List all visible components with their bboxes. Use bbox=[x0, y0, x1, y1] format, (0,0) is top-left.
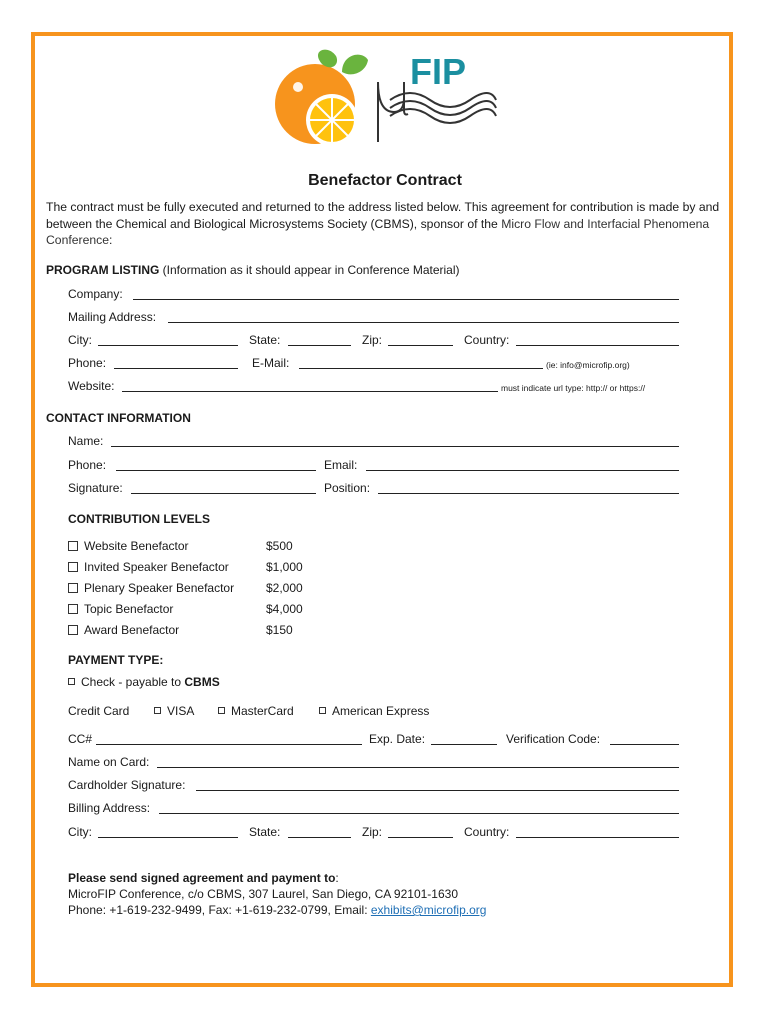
city-field[interactable] bbox=[98, 345, 238, 346]
amex-option[interactable]: American Express bbox=[319, 704, 429, 718]
level-amount: $4,000 bbox=[266, 602, 303, 616]
exp-date-label: Exp. Date: bbox=[369, 732, 426, 746]
billing-state-label: State: bbox=[249, 825, 281, 839]
cc-number-field[interactable] bbox=[96, 744, 362, 745]
verification-code-field[interactable] bbox=[610, 744, 679, 745]
level-option[interactable]: Topic Benefactor bbox=[68, 602, 173, 616]
cardholder-signature-label: Cardholder Signature: bbox=[68, 778, 186, 792]
credit-card-label: Credit Card bbox=[68, 704, 130, 718]
contact-phone-label: Phone: bbox=[68, 458, 107, 472]
billing-address-label: Billing Address: bbox=[68, 801, 151, 815]
mailing-address-field[interactable] bbox=[168, 322, 679, 323]
contact-heading: CONTACT INFORMATION bbox=[46, 411, 191, 425]
zip-field[interactable] bbox=[388, 345, 453, 346]
position-label: Position: bbox=[324, 481, 371, 495]
position-field[interactable] bbox=[378, 493, 679, 494]
billing-state-field[interactable] bbox=[288, 837, 351, 838]
email-field[interactable] bbox=[299, 368, 543, 369]
level-option[interactable]: Award Benefactor bbox=[68, 623, 179, 637]
checkbox-icon[interactable] bbox=[319, 707, 326, 714]
send-instructions: Please send signed agreement and payment to: bbox=[68, 871, 339, 885]
cardholder-signature-field[interactable] bbox=[196, 790, 679, 791]
signature-label: Signature: bbox=[68, 481, 123, 495]
website-field[interactable] bbox=[122, 391, 498, 392]
email-label: E-Mail: bbox=[252, 356, 290, 370]
verification-code-label: Verification Code: bbox=[506, 732, 601, 746]
email-note: (ie: info@microfip.org) bbox=[546, 360, 630, 370]
visa-option[interactable]: VISA bbox=[154, 704, 194, 718]
signature-field[interactable] bbox=[131, 493, 316, 494]
checkbox-icon[interactable] bbox=[218, 707, 225, 714]
exp-date-field[interactable] bbox=[431, 744, 497, 745]
contact-name-label: Name: bbox=[68, 434, 104, 448]
state-field[interactable] bbox=[288, 345, 351, 346]
microfip-logo bbox=[270, 42, 500, 152]
billing-country-label: Country: bbox=[464, 825, 510, 839]
contact-phone-field[interactable] bbox=[116, 470, 316, 471]
company-field[interactable] bbox=[133, 299, 679, 300]
level-amount: $1,000 bbox=[266, 560, 303, 574]
contribution-levels-heading: CONTRIBUTION LEVELS bbox=[68, 512, 211, 526]
billing-country-field[interactable] bbox=[516, 837, 679, 838]
name-on-card-field[interactable] bbox=[157, 767, 679, 768]
mu-symbol bbox=[378, 82, 408, 142]
billing-zip-label: Zip: bbox=[362, 825, 383, 839]
city-label: City: bbox=[68, 333, 92, 347]
checkbox-icon[interactable] bbox=[68, 678, 75, 685]
billing-city-label: City: bbox=[68, 825, 92, 839]
contact-name-field[interactable] bbox=[111, 446, 679, 447]
payment-type-heading: PAYMENT TYPE: bbox=[68, 653, 164, 667]
checkbox-icon[interactable] bbox=[68, 583, 78, 593]
intro-paragraph: The contract must be fully executed and returned to the address listed below. This agreement for contribution is made by and between the Chemical and Biological Microsystems Society (CBMS), sponsor of the Micro Flow and Interfacial Phenomena Conference: bbox=[46, 200, 720, 247]
contact-email-field[interactable] bbox=[366, 470, 679, 471]
contact-line: Phone: +1-619-232-9499, Fax: +1-619-232-0799, Email: exhibits@microfip.org bbox=[68, 903, 487, 917]
zip-label: Zip: bbox=[362, 333, 383, 347]
country-field[interactable] bbox=[516, 345, 679, 346]
checkbox-icon[interactable] bbox=[68, 541, 78, 551]
checkbox-icon[interactable] bbox=[154, 707, 161, 714]
mailing-address: MicroFIP Conference, c/o CBMS, 307 Laurel, San Diego, CA 92101-1630 bbox=[68, 887, 458, 901]
email-link[interactable]: exhibits@microfip.org bbox=[370, 903, 487, 917]
name-on-card-label: Name on Card: bbox=[68, 755, 150, 769]
level-option[interactable]: Invited Speaker Benefactor bbox=[68, 560, 229, 574]
billing-zip-field[interactable] bbox=[388, 837, 453, 838]
level-amount: $2,000 bbox=[266, 581, 303, 595]
state-label: State: bbox=[249, 333, 281, 347]
fip-text: FIP bbox=[410, 51, 467, 92]
checkbox-icon[interactable] bbox=[68, 604, 78, 614]
program-listing-heading: PROGRAM LISTING (Information as it should appear in Conference Material) bbox=[46, 263, 460, 277]
contact-email-label: Email: bbox=[324, 458, 358, 472]
phone-label: Phone: bbox=[68, 356, 107, 370]
billing-address-field[interactable] bbox=[159, 813, 679, 814]
country-label: Country: bbox=[464, 333, 510, 347]
check-option[interactable]: Check - payable to CBMS bbox=[68, 675, 220, 689]
website-label: Website: bbox=[68, 379, 115, 393]
level-amount: $150 bbox=[266, 623, 293, 637]
level-option[interactable]: Plenary Speaker Benefactor bbox=[68, 581, 234, 595]
level-option[interactable]: Website Benefactor bbox=[68, 539, 189, 553]
checkbox-icon[interactable] bbox=[68, 625, 78, 635]
phone-field[interactable] bbox=[114, 368, 238, 369]
billing-city-field[interactable] bbox=[98, 837, 238, 838]
checkbox-icon[interactable] bbox=[68, 562, 78, 572]
company-label: Company: bbox=[68, 287, 123, 301]
mastercard-option[interactable]: MasterCard bbox=[218, 704, 294, 718]
page-title: Benefactor Contract bbox=[308, 172, 462, 189]
level-amount: $500 bbox=[266, 539, 293, 553]
cc-number-label: CC# bbox=[68, 732, 93, 746]
mailing-address-label: Mailing Address: bbox=[68, 310, 157, 324]
website-note: must indicate url type: http:// or https:// bbox=[501, 383, 646, 393]
